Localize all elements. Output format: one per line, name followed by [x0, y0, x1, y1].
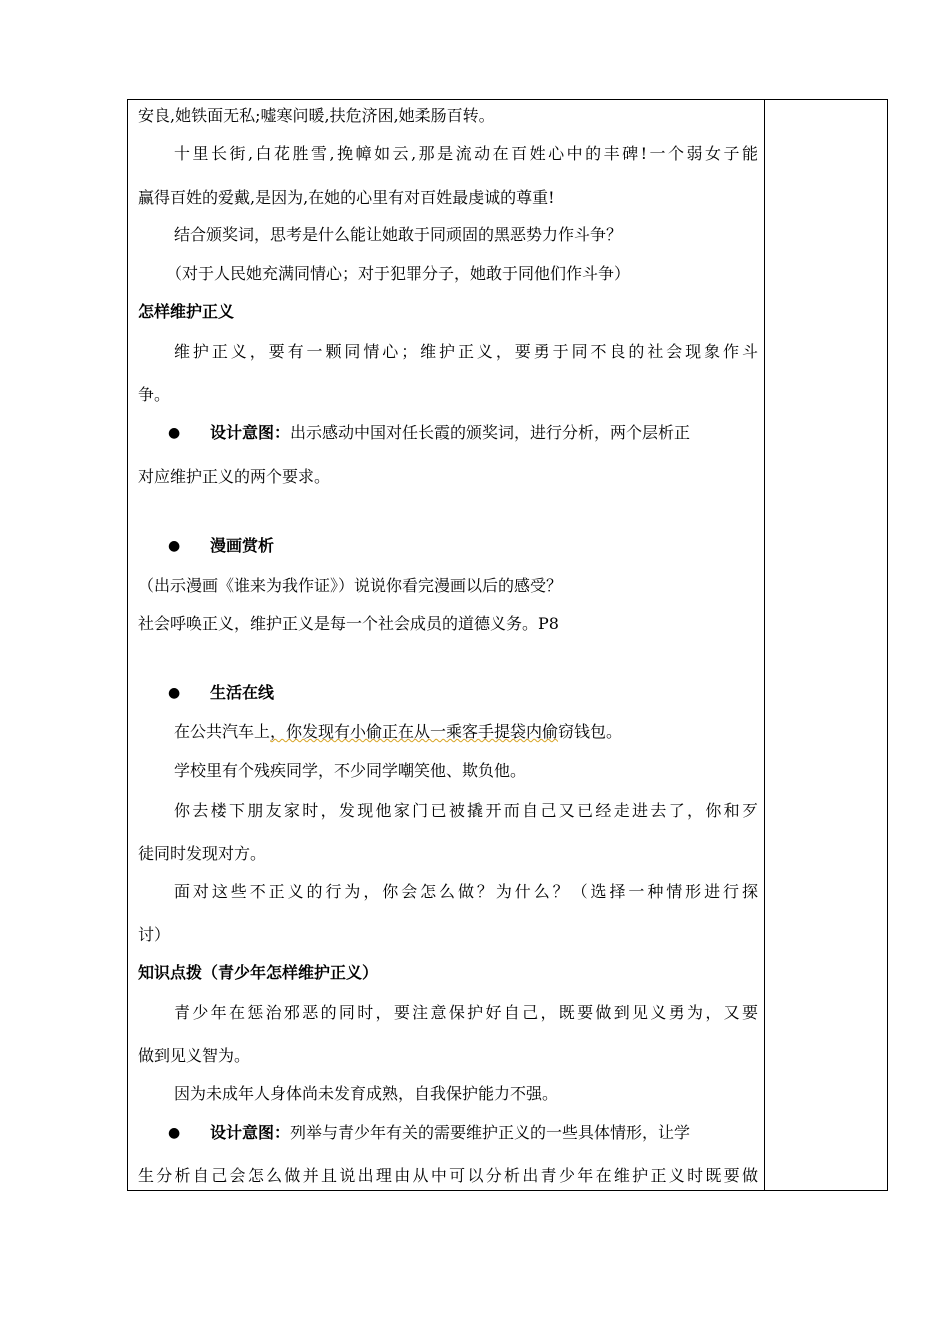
bullet-icon: ●: [168, 538, 181, 554]
text-line: 结合颁奖词，思考是什么能让她敢于同顽固的黑恶势力作斗争？: [174, 225, 623, 244]
text-line: 维护正义，要有一颗同情心；维护正义，要勇于同不良的社会现象作斗: [174, 342, 758, 361]
text-line: 赢得百姓的爱戴,是因为,在她的心里有对百姓最虔诚的尊重!: [138, 188, 555, 207]
lesson-content-cell: [128, 100, 764, 1190]
text-line: 做到见义智为。: [138, 1046, 251, 1065]
text-line: （出示漫画《谁来为我作证》）说说你看完漫画以后的感受？: [138, 576, 563, 595]
text-line: 面对这些不正义的行为，你会怎么做？为什么？（选择一种情形进行探: [174, 882, 758, 901]
bullet-icon: ●: [168, 685, 181, 701]
design-intent-text: 出示感动中国对任长霞的颁奖词，进行分析，两个层析正: [290, 423, 691, 442]
text-line: （对于人民她充满同情心；对于犯罪分子，她敢于同他们作斗争）: [166, 264, 631, 283]
text-fragment: ，不少同学嘲笑他、欺负他。: [318, 761, 527, 780]
section-heading: 怎样维护正义: [138, 302, 235, 321]
text-line: 安良,她铁面无私;嘘寒问暖,扶危济困,她柔肠百转。: [138, 106, 495, 125]
design-intent-line: [210, 423, 758, 443]
text-fragment: ，你发现有小偷正在从一乘客手提袋内偷: [270, 722, 559, 741]
text-line: 社会呼唤正义，维护正义是每一个社会成员的道德义务。P8: [138, 614, 559, 633]
section-heading: 漫画赏析: [210, 536, 275, 555]
design-intent-label: 设计意图：: [210, 1123, 291, 1142]
text-fragment: 学校里有个残疾同学: [174, 761, 319, 780]
design-intent-line: [210, 1123, 758, 1143]
text-line: 因为未成年人身体尚未发育成熟，自我保护能力不强。: [174, 1084, 559, 1103]
text-line: 徒同时发现对方。: [138, 844, 267, 863]
text-line: 讨）: [138, 925, 171, 944]
bullet-icon: ●: [168, 1125, 181, 1141]
text-line: 生分析自己会怎么做并且说出理由从中可以分析出青少年在维护正义时既要做: [138, 1166, 758, 1185]
text-line: 争。: [138, 385, 171, 404]
text-line: [174, 761, 758, 781]
text-line: [174, 722, 758, 742]
text-line: 青少年在惩治邪恶的同时，要注意保护好自己，既要做到见义勇为，又要: [174, 1003, 758, 1022]
text-line: 对应维护正义的两个要求。: [138, 467, 331, 486]
design-intent-text: 列举与青少年有关的需要维护正义的一些具体情形，让学: [290, 1123, 691, 1142]
column-divider: [764, 100, 765, 1190]
text-line: 十里长街,白花胜雪,挽幛如云,那是流动在百姓心中的丰碑!一个弱女子能: [174, 144, 758, 163]
section-heading: 知识点拨（青少年怎样维护正义）: [138, 963, 379, 982]
text-fragment: 窃钱包。: [558, 722, 623, 741]
section-heading: 生活在线: [210, 683, 275, 702]
design-intent-label: 设计意图：: [210, 423, 291, 442]
bullet-icon: ●: [168, 425, 181, 441]
text-fragment: 在公共汽车上: [174, 722, 271, 741]
lesson-table: [127, 99, 888, 1191]
text-line: 你去楼下朋友家时，发现他家门已被撬开而自己又已经走进去了，你和歹: [174, 801, 758, 820]
